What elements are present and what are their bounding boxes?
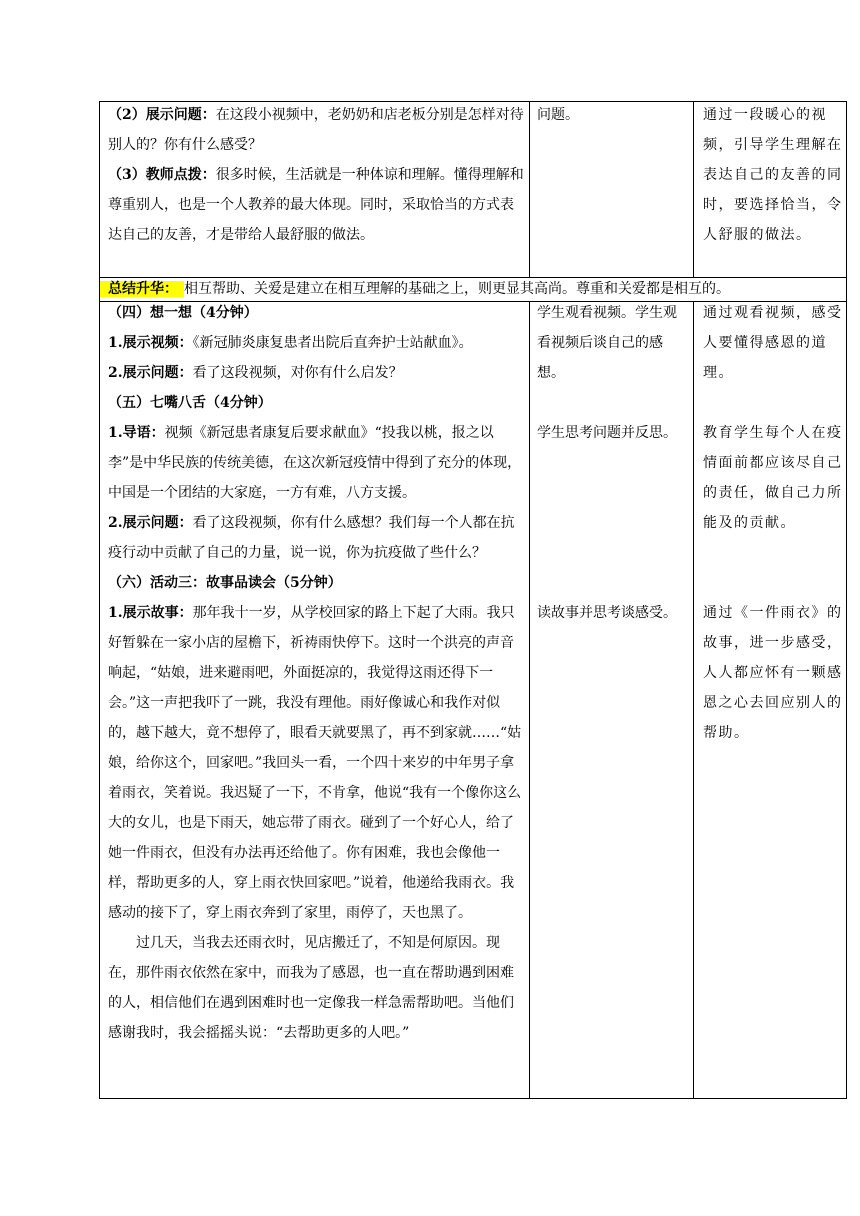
design-intent-1: 通过观看视频，感受人要懂得感恩的道理。 — [703, 305, 843, 381]
design-intent-text: 通过一段暖心的视频，引导学生理解在表达自己的友善的同时，要选择恰当，令人舒服的做法。 — [703, 107, 843, 243]
paragraph-4-2 — [108, 358, 524, 388]
section-text: 视频《新冠患者康复后要求献血》“投我以桃，报之以李”是中华民族的传统美德，在这次新冠疫情中得到了充分的体现，中国是一个团结的大家庭，一方有难，八方支援。 — [108, 425, 522, 501]
design-intent-2: 教育学生每个人在疫情面前都应该尽自己的责任，做自己力所能及的贡献。 — [703, 425, 843, 531]
section-label: 2.展示问题： — [108, 515, 193, 531]
section-heading-6: （六）活动三：故事品读会（5分钟） — [108, 575, 342, 591]
main-activity-cell — [108, 298, 524, 1048]
section-label: 1.展示故事： — [108, 605, 193, 621]
top-student-cell — [537, 100, 689, 130]
paragraph-6-2: 过几天，当我去还雨衣时，见店搬迁了，不知是何原因。现在，那件雨衣依然在家中，而我为了感恩，也一直在帮助遇到困难的人，相信他们在遇到困难时也一定像我一样急需帮助吧。当他们感谢我时，我会摇摇头说：“去帮助更多的人吧。” — [108, 935, 514, 1041]
section-text: 在这段小视频中，老奶奶和店老板分别是怎样对待别人的？你有什么感受？ — [108, 107, 524, 153]
section-label: 1.导语： — [108, 425, 165, 441]
section-label: （3）教师点拨： — [108, 167, 216, 183]
design-intent-3: 通过《一件雨衣》的故事，进一步感受，人人都应怀有一颗感恩之心去回应别人的帮助。 — [703, 605, 843, 741]
section-text: 看了这段视频，对你有什么启发？ — [192, 365, 403, 381]
section-text: 看了这段视频，你有什么感想？我们每一个人都在抗疫行动中贡献了自己的力量，说一说，你为抗疫做了些什么？ — [108, 515, 515, 561]
paragraph-6-1 — [108, 598, 524, 928]
student-activity-3: 读故事并思考谈感受。 — [537, 605, 677, 621]
section-label: （2）展示问题： — [108, 107, 216, 123]
student-activity-1: 学生观看视频。学生观看视频后谈自己的感想。 — [537, 305, 677, 381]
student-activity-text: 问题。 — [537, 107, 579, 123]
section-text: 《新冠肺炎康复患者出院后直奔护士站献血》。 — [192, 335, 473, 351]
paragraph-5-1 — [108, 418, 524, 508]
section-heading-4: （四）想一想（4分钟） — [108, 305, 258, 321]
main-intent-cell — [703, 298, 843, 748]
student-activity-2: 学生思考问题并反思。 — [537, 425, 677, 441]
column-divider-1 — [529, 101, 530, 278]
main-student-cell — [537, 298, 689, 628]
show-question-paragraph — [108, 100, 524, 160]
section-label: 2.展示问题： — [108, 365, 193, 381]
column-divider-2 — [693, 101, 694, 278]
summary-label: 总结升华： — [100, 281, 184, 297]
section-label: 1.展示视频： — [108, 335, 193, 351]
section-heading-5: （五）七嘴八舌（4分钟） — [108, 395, 272, 411]
section-text: 很多时候，生活就是一种体谅和理解。懂得理解和尊重别人，也是一个人教养的最大体现。同时，采取恰当的方式表达自己的友善，才是带给人最舒服的做法。 — [108, 167, 524, 243]
summary-text: 相互帮助、关爱是建立在相互理解的基础之上，则更显其高尚。尊重和关爱都是相互的。 — [184, 281, 730, 297]
column-divider-2-lower — [693, 301, 694, 1099]
paragraph-4-1 — [108, 328, 524, 358]
teacher-guidance-paragraph — [108, 160, 524, 250]
paragraph-5-2 — [108, 508, 524, 568]
top-intent-cell — [703, 100, 843, 250]
top-activity-cell — [108, 100, 524, 250]
column-divider-1-lower — [529, 301, 530, 1099]
story-text: 那年我十一岁，从学校回家的路上下起了大雨。我只好暂躲在一家小店的屋檐下，祈祷雨快停下。这时一个洪亮的声音响起，“姑娘，进来避雨吧，外面挺凉的，我觉得这雨还得下一会。”这一声把我吓了一跳，我没有理他。雨好像诚心和我作对似的，越下越大，竟不想停了，眼看天就要黑了，再不到家就……“姑娘，给你这个，回家吧。”我回头一看，一个四十来岁的中年男子拿着雨衣，笑着说。我迟疑了一下，不肯拿，他说“我有一个像你这么大的女儿，也是下雨天，她忘带了雨衣。碰到了一个好心人，给了她一件雨衣，但没有办法再还给他了。你有困难，我也会像他一样，帮助更多的人，穿上雨衣快回家吧。”说着，他递给我雨衣。我感动的接下了，穿上雨衣奔到了家里，雨停了，天也黑了。 — [108, 605, 522, 921]
